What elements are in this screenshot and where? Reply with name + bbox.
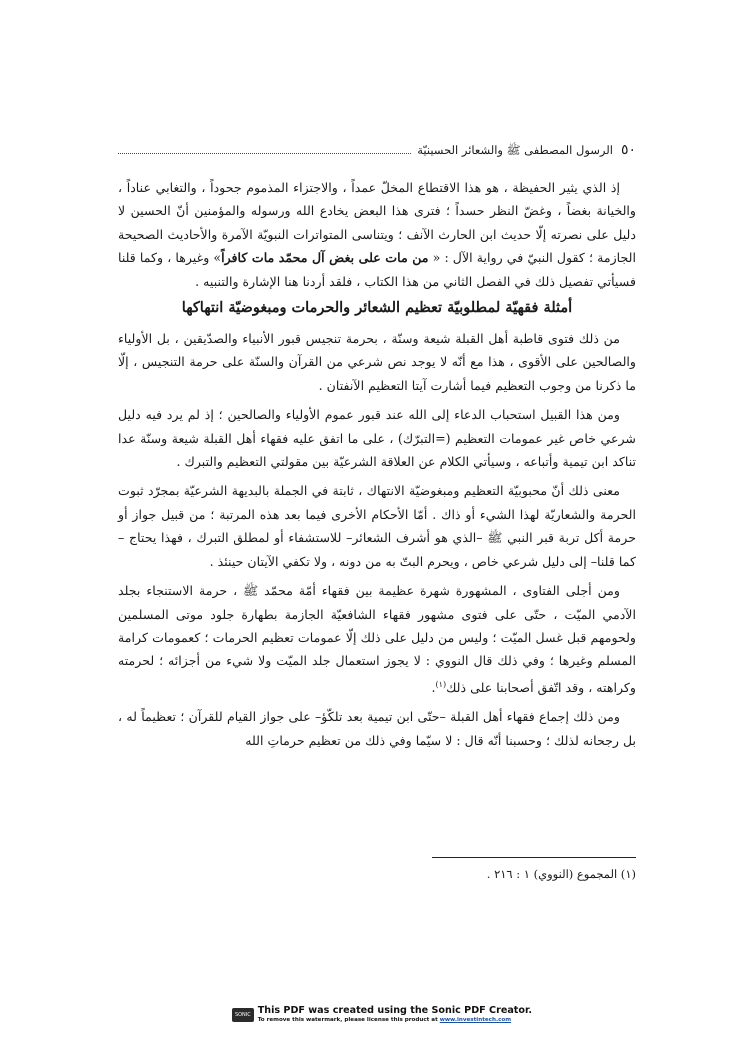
paragraph-5 <box>118 579 636 699</box>
paragraph-3: ومن هذا القبيل استحباب الدعاء إلى الله عند قبور عموم الأولياء والصالحين ؛ إذ لم يرد فيه دليل شرعي خاص غير عمومات التعظيم (=التبرّك) ، على ما اتفق عليه فقهاء أهل القبلة شيعة وسنّة عدا تناكد ابن تيمية وأتباعه ، وسيأتي الكلام عن العلاقة الشرعيّة بين مقولتي التعظيم والتبرك . <box>118 407 636 470</box>
sonic-pdf-logo-icon: SONIC PDF <box>232 1008 254 1022</box>
page-header <box>118 142 636 162</box>
paragraph-1-bold-quote: من مات على بغض آل محمّد مات كافراً <box>221 250 429 266</box>
footnote: (١) المجموع (النووي) ١ : ٢١٦ . <box>486 867 636 881</box>
watermark-link[interactable]: www.investintech.com <box>439 1017 512 1023</box>
paragraph-1-tail: » وغيرها ، وكما قلنا فسيأتي تفصيل ذلك في الفصل الثاني من هذا الكتاب ، فلقد أردنا هنا الإشارة والتنبيه . <box>118 250 636 289</box>
page-number: ٥٠ <box>620 142 636 158</box>
header-dotted-leader <box>118 152 411 154</box>
paragraph-2: من ذلك فتوى قاطبة أهل القبلة شيعة وسنّة ، بحرمة تنجيس قبور الأنبياء والصدّيقين ، بل الأولياء والصالحين على الأقوى ، هذا مع أنّه لا يوجد نص شرعي من القرآن والسنّة على حرمة التنجيس ، إلّا ما ذكرنا من وجوب التعظيم فيما أشارت آيتا التعظيم الآنفتان . <box>118 331 636 393</box>
paragraph-5-end: . <box>431 679 436 695</box>
running-title: الرسول المصطفى ﷺ والشعائر الحسينيّة <box>417 143 613 157</box>
watermark-line-2 <box>258 1018 532 1024</box>
paragraph-5-text: ومن أجلى الفتاوى ، المشهورة شهرة عظيمة بين فقهاء أمّة محمّد ﷺ ، حرمة الاستنجاء بجلد الآدمي الميّت ، حتّى على فتوى مشهور فقهاء الشافعيّة الجازمة بطهارة جلود موتى المسلمين ولحومهم قبل غسل الميّت ؛ وليس من دليل على ذلك إلّا عمومات تعظيم الحرمات ؛ كعمومات كرامة المسلم وغيرها ؛ وفي ذلك قال النووي : لا يجوز استعمال جلد الميّت ولا شيء من أجزائه ؛ لحرمته وكراهته ، وقد اتّفق أصحابنا على ذلك <box>118 583 636 695</box>
paragraph-6: ومن ذلك إجماع فقهاء أهل القبلة –حتّى ابن تيمية بعد تلكّؤ– على جواز القيام للقرآن ؛ تعظيماً له ، بل رجحانه لذلك ؛ وحسبنا أنّه قال : لا سيّما وفي ذلك من تعظيم حرماتِ الله <box>118 709 636 748</box>
paragraph-1-text: إذ الذي يثير الحفيظة ، هو هذا الاقتطاع المخلّ عمداً ، والاجتزاء المذموم جحوداً ، والتغابي عناداً ، والخيانة بغضاً ، وغضّ النظر حسداً ؛ فترى هذا البعض يخادع الله ورسوله والمؤمنين أنّ الحسين لا دليل على نصرته إلّا حديث ابن الحارث الآنف ؛ ويتناسى المتواترات النبويّة الآمرة والأحاديث الصحيحة الجازمة ؛ كقول النبيّ في رواية الآل : « <box>118 180 636 266</box>
pdf-watermark <box>232 1003 532 1032</box>
paragraph-4: معنى ذلك أنّ محبوبيّة التعظيم ومبغوضيّة الانتهاك ، ثابتة في الجملة بالبديهة الشرعيّة بمجرّد ثبوت الحرمة والشعاريّة لهذا الشيء أو ذاك . أمّا الأحكام الأخرى فيما بعد هذه المرتبة ؛ من قبيل جواز أو حرمة أكل تربة قبر النبي ﷺ –الذي هو أشرف الشعائر– للاستشفاء أو لمطلق التبرك ، فهذا يحتاج –كما قلنا– إلى دليل شرعي خاص ، ويحرم البتّ به من دونه ، ولا تكفي الآيتان حينئذ . <box>118 483 636 569</box>
section-heading: أمثلة فقهيّة لمطلوبيّة تعظيم الشعائر والحرمات ومبغوضيّة انتهاكها <box>181 299 573 317</box>
watermark-line-2-prefix: To remove this watermark, please license this product at <box>257 1017 440 1023</box>
paragraph-1 <box>118 176 636 293</box>
footnote-separator <box>432 857 636 858</box>
footnote-reference[interactable]: (١) <box>435 679 447 689</box>
watermark-text <box>258 1006 532 1023</box>
body-text <box>118 176 636 758</box>
watermark-line-1: This PDF was created using the Sonic PDF Creator. <box>257 1005 532 1017</box>
